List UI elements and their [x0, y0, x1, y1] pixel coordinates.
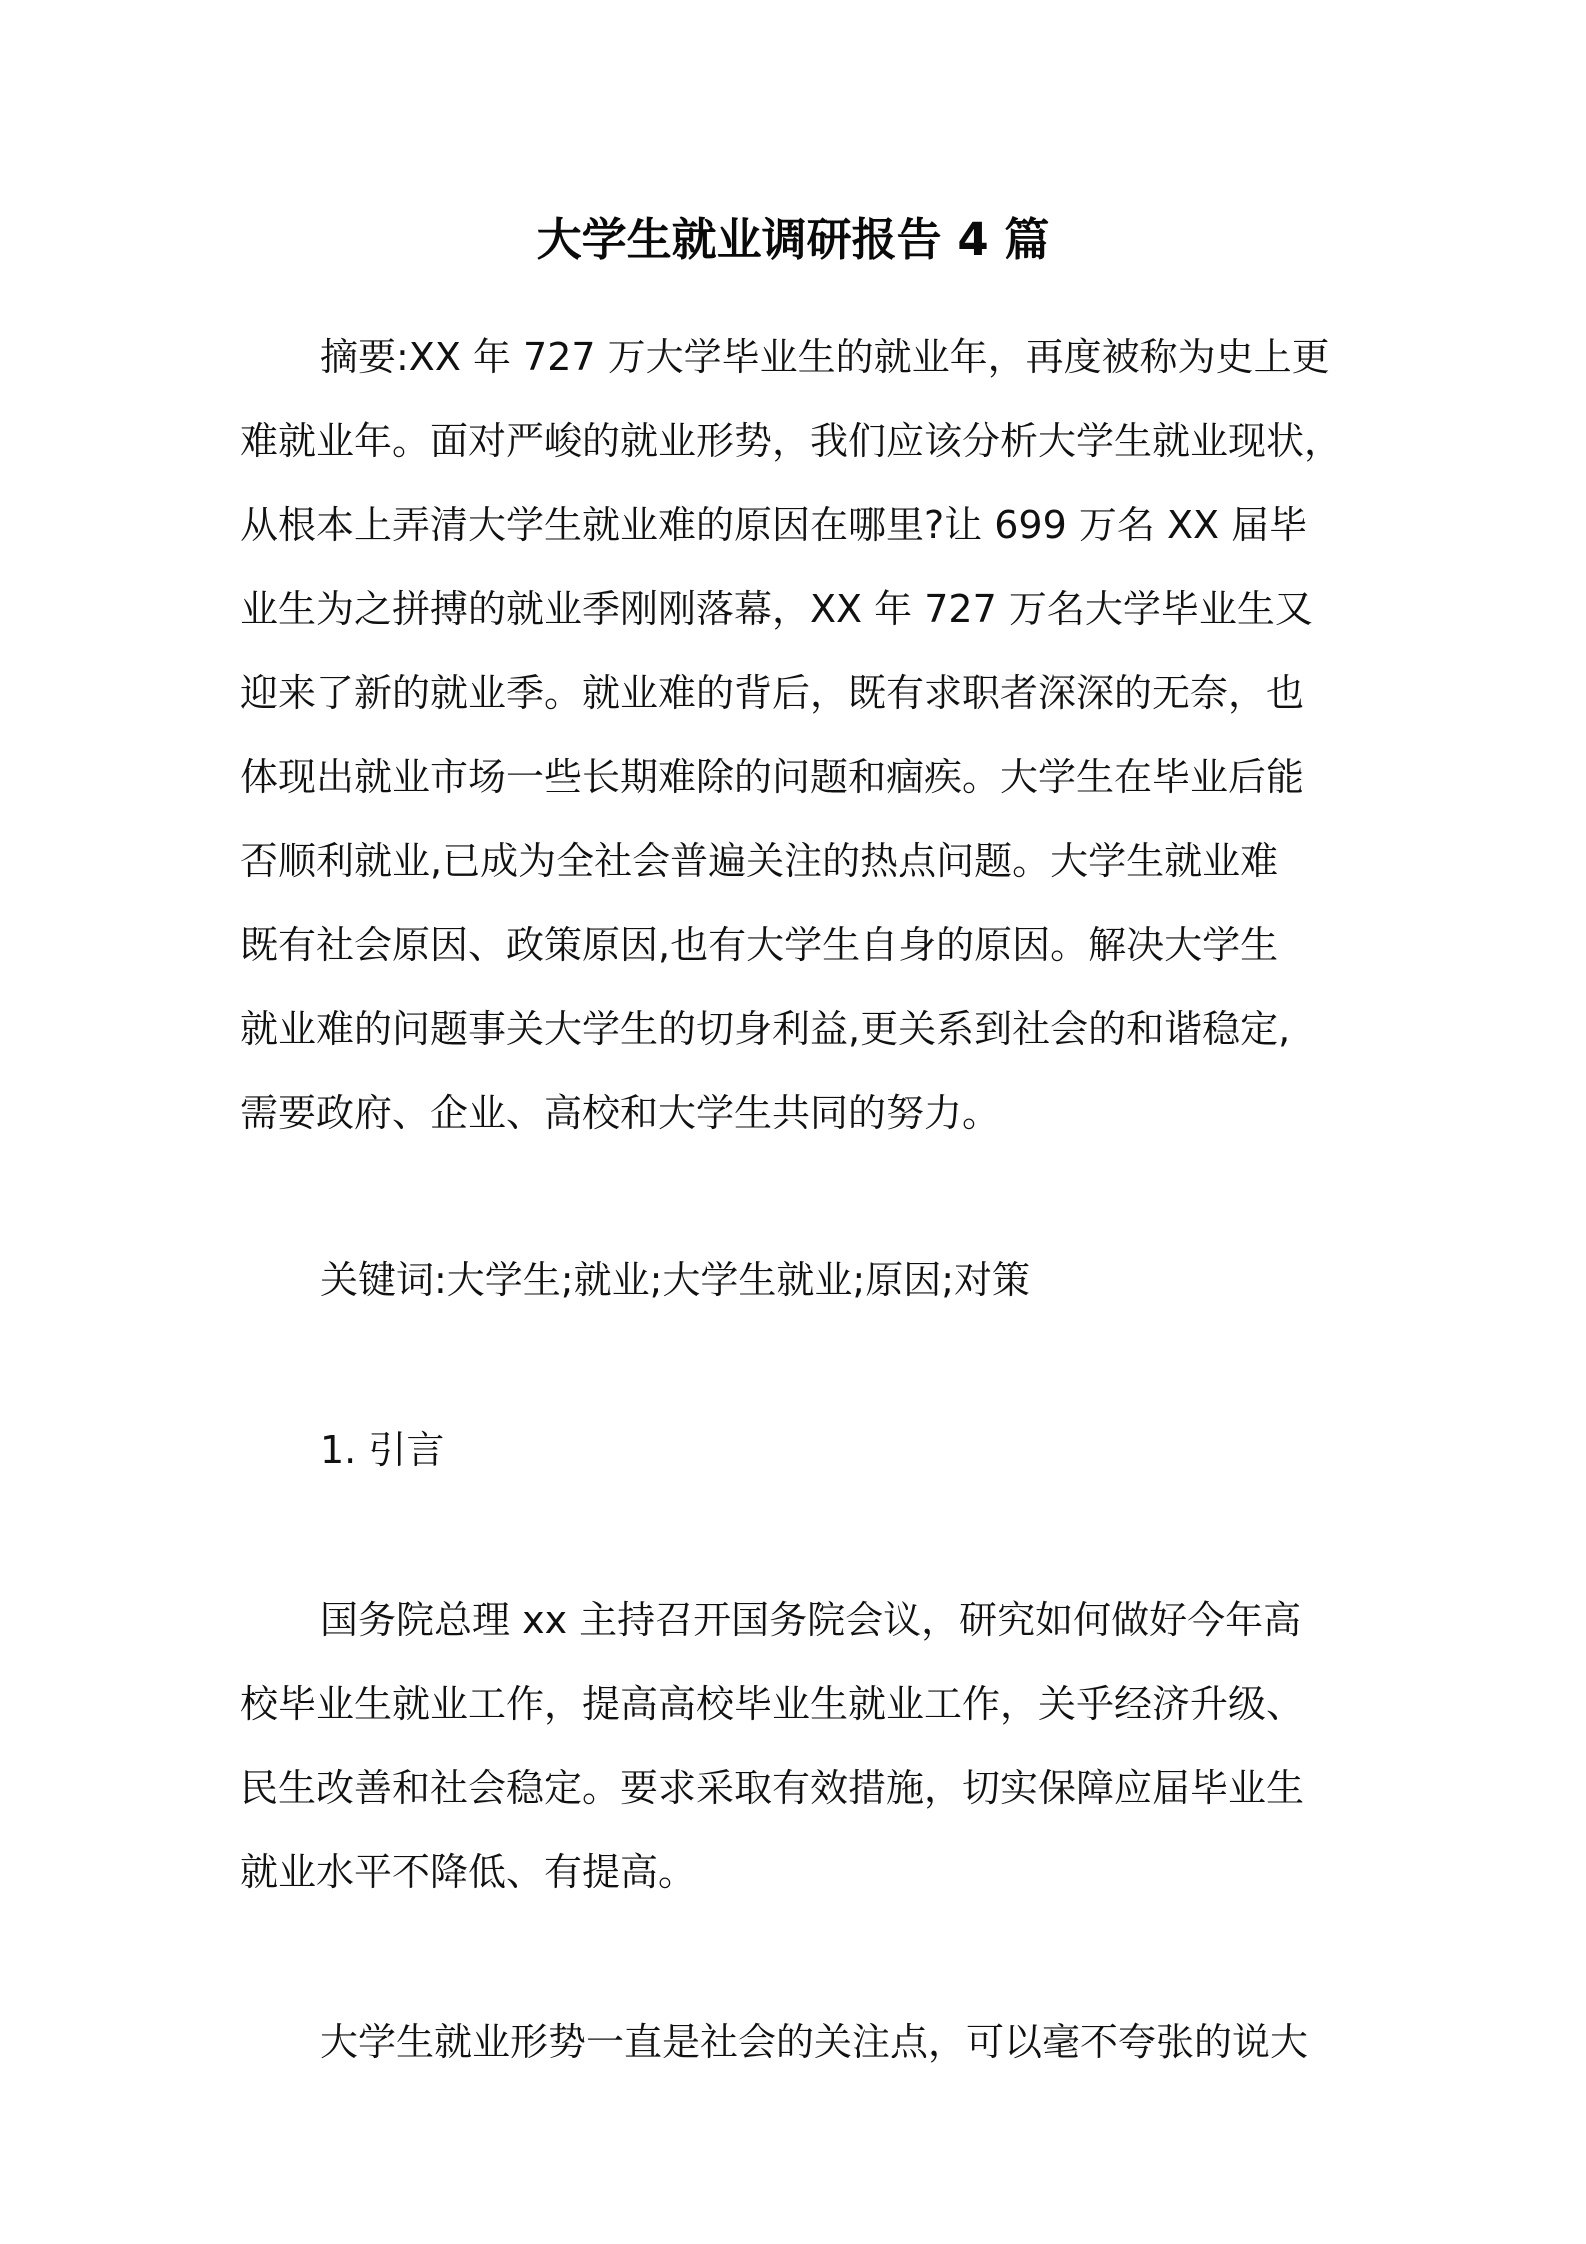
abstract-line: 难就业年。面对严峻的就业形势，我们应该分析大学生就业现状，: [240, 419, 1343, 463]
abstract-line: 从根本上弄清大学生就业难的原因在哪里?让 699 万名 XX 届毕: [240, 503, 1308, 547]
keywords-line: 关键词:大学生;就业;大学生就业;原因;对策: [320, 1258, 1031, 1302]
intro-line: 就业水平不降低、有提高。: [240, 1850, 697, 1894]
intro-paragraph: [240, 1578, 1360, 1914]
abstract-line: 需要政府、企业、高校和大学生共同的努力。: [240, 1091, 1001, 1135]
intro-line: 国务院总理 xx 主持召开国务院会议，研究如何做好今年高: [320, 1598, 1302, 1642]
keywords-paragraph: [240, 1238, 1360, 1322]
abstract-line: 迎来了新的就业季。就业难的背后，既有求职者深深的无奈，也: [240, 671, 1305, 715]
abstract-line: 摘要:XX 年 727 万大学毕业生的就业年，再度被称为史上更: [320, 335, 1330, 379]
document-title: 大学生就业调研报告 4 篇: [536, 213, 1050, 266]
closing-line: 大学生就业形势一直是社会的关注点，可以毫不夸张的说大: [320, 2020, 1309, 2064]
abstract-line: 就业难的问题事关大学生的切身利益,更关系到社会的和谐稳定,: [240, 1007, 1291, 1051]
closing-paragraph: [240, 2000, 1360, 2084]
abstract-line: 体现出就业市场一些长期难除的问题和痼疾。大学生在毕业后能: [240, 755, 1305, 799]
abstract-paragraph: [240, 315, 1360, 1155]
abstract-line: 否顺利就业,已成为全社会普遍关注的热点问题。大学生就业难: [240, 839, 1279, 883]
intro-line: 民生改善和社会稳定。要求采取有效措施，切实保障应届毕业生: [240, 1766, 1305, 1810]
abstract-line: 既有社会原因、政策原因,也有大学生自身的原因。解决大学生: [240, 923, 1279, 967]
section-heading-text: 1. 引言: [320, 1428, 445, 1472]
abstract-line: 业生为之拼搏的就业季刚刚落幕，XX 年 727 万名大学毕业生又: [240, 587, 1313, 631]
section-heading: [240, 1408, 1360, 1492]
intro-line: 校毕业生就业工作，提高高校毕业生就业工作，关乎经济升级、: [240, 1682, 1305, 1726]
